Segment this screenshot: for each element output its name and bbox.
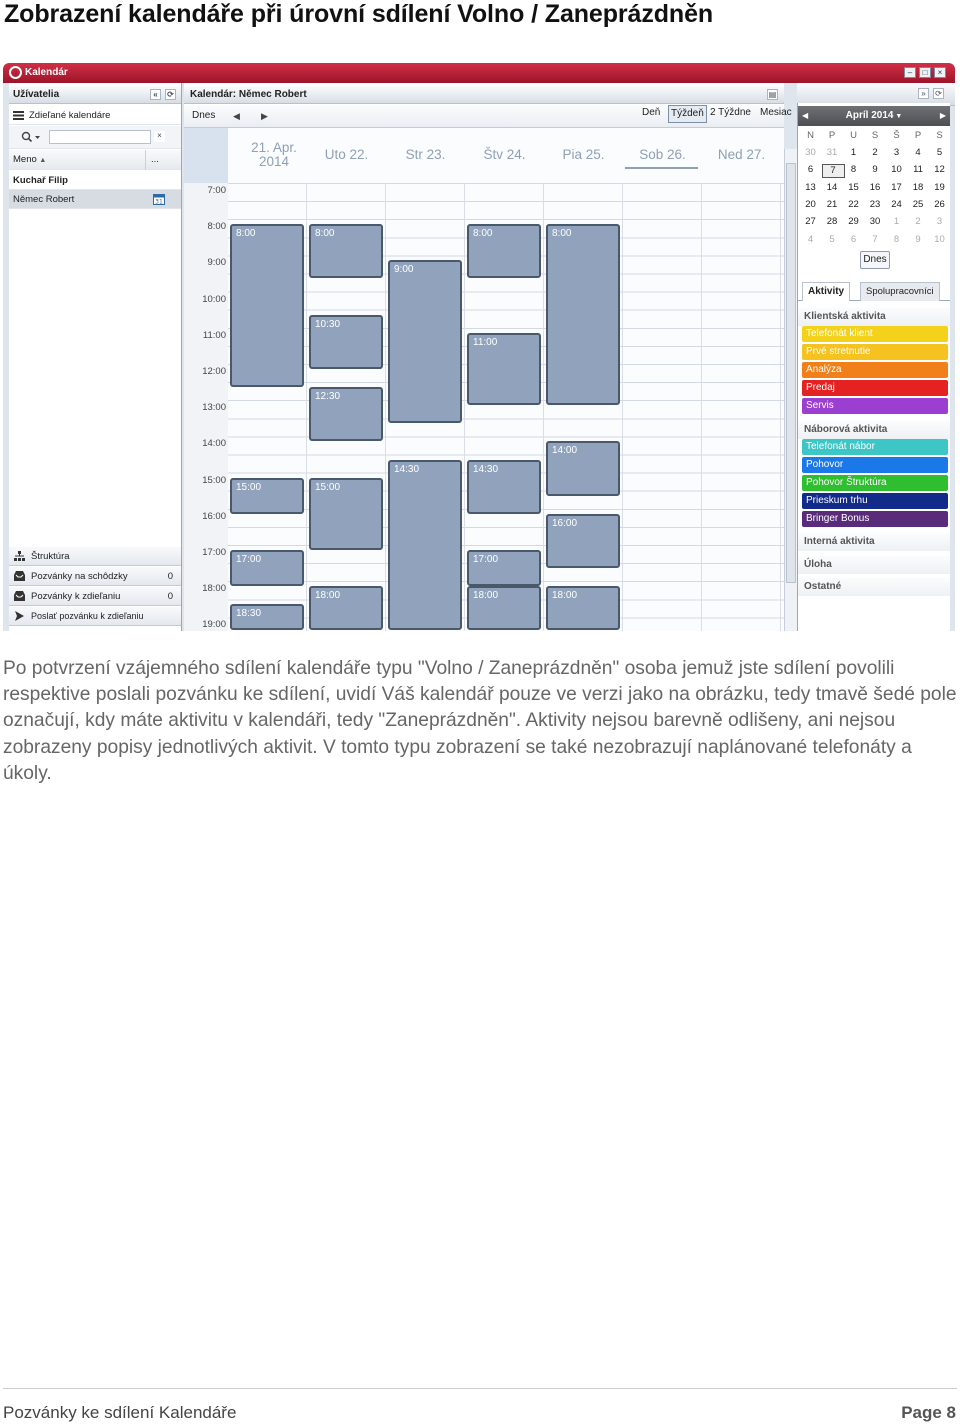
mini-calendar-day[interactable]: 5 xyxy=(829,233,835,245)
month-header: ◀ Apríl 2014 ▼ ▶ xyxy=(798,106,950,126)
mini-calendar-day[interactable]: 10 xyxy=(934,233,945,245)
weekday-label: N xyxy=(807,130,814,141)
mini-calendar-day[interactable]: 18 xyxy=(912,181,924,193)
mini-calendar-day[interactable]: 28 xyxy=(826,216,838,228)
structure-item[interactable] xyxy=(9,547,181,566)
window-titlebar xyxy=(3,63,955,83)
user-row[interactable] xyxy=(9,171,181,190)
structure-icon xyxy=(14,551,25,561)
day-header[interactable]: Str 23. xyxy=(405,147,446,162)
mini-today-button[interactable]: Dnes xyxy=(860,251,890,269)
hour-label: 8:00 xyxy=(207,221,226,233)
busy-block[interactable] xyxy=(467,224,541,278)
minimize-button[interactable]: – xyxy=(904,67,916,78)
name-column-label: Meno xyxy=(13,154,37,165)
send-icon xyxy=(14,611,25,621)
user-name: Němec Robert xyxy=(13,194,75,205)
collapse-left-icon[interactable]: « xyxy=(150,89,161,100)
selected-day-underline xyxy=(625,167,698,169)
mini-calendar-day[interactable]: 2 xyxy=(872,147,878,158)
busy-block[interactable] xyxy=(309,315,383,369)
busy-block-time: 8:00 xyxy=(552,228,572,240)
search-icon[interactable] xyxy=(21,131,41,143)
mini-calendar-day[interactable]: 1 xyxy=(893,216,900,228)
mini-calendar-day[interactable]: 31 xyxy=(826,147,838,158)
busy-block-time: 8:00 xyxy=(236,228,256,240)
mini-calendar-day[interactable]: 6 xyxy=(850,233,857,245)
busy-block-time: 18:00 xyxy=(473,590,499,602)
activity-type-item[interactable]: Predaj xyxy=(802,380,948,396)
maximize-button[interactable]: □ xyxy=(919,67,931,78)
mini-calendar-day[interactable]: 30 xyxy=(869,216,881,228)
svg-text:31: 31 xyxy=(155,198,163,205)
activity-group-header[interactable]: Ostatné xyxy=(798,578,950,596)
tab-activities[interactable]: Aktivity xyxy=(802,282,850,301)
busy-block[interactable] xyxy=(546,514,620,568)
hour-label: 7:00 xyxy=(207,185,226,196)
meeting-invites-count: 0 xyxy=(167,571,173,582)
mini-calendar-day[interactable]: 20 xyxy=(805,198,816,210)
hour-label: 14:00 xyxy=(202,438,226,450)
next-icon[interactable]: ▶ xyxy=(261,111,268,121)
activity-group-header[interactable]: Náborová aktivita xyxy=(798,421,950,439)
mini-calendar-day[interactable]: 3 xyxy=(893,147,900,158)
day-header[interactable]: Sob 26. xyxy=(639,147,686,162)
busy-block-time: 11:00 xyxy=(473,336,498,348)
search-row xyxy=(9,126,181,149)
shared-calendars-row[interactable] xyxy=(9,106,181,125)
mini-calendar-day[interactable]: 9 xyxy=(872,164,878,176)
activity-type-item[interactable]: Prvé stretnutie xyxy=(802,344,948,360)
busy-block[interactable] xyxy=(546,224,620,405)
mini-calendar-day[interactable]: 26 xyxy=(934,198,945,210)
scroll-thumb[interactable] xyxy=(786,163,796,583)
mini-calendar-day[interactable]: 23 xyxy=(869,198,881,210)
mini-calendar-day[interactable]: 7 xyxy=(822,164,845,178)
busy-block-time: 18:00 xyxy=(552,590,578,602)
mini-calendar-day[interactable]: 24 xyxy=(891,198,902,210)
busy-block[interactable] xyxy=(309,224,383,278)
users-panel xyxy=(9,83,182,631)
busy-block[interactable] xyxy=(546,586,620,629)
hour-gutter xyxy=(184,183,229,631)
calendar-title: Kalendár: Němec Robert xyxy=(190,89,307,100)
busy-block-time: 9:00 xyxy=(394,264,414,276)
share-invites-item[interactable] xyxy=(9,587,181,606)
busy-block-time: 17:00 xyxy=(473,554,499,565)
mini-calendar-day[interactable]: 15 xyxy=(848,181,859,193)
users-panel-title: Užívatelia xyxy=(13,89,60,100)
mini-calendar-day[interactable]: 21 xyxy=(826,198,838,210)
tab-collaborators[interactable]: Spolupracovníci xyxy=(860,282,940,301)
mini-calendar-day[interactable]: 8 xyxy=(850,164,857,176)
calendar-header xyxy=(184,86,784,104)
search-input[interactable] xyxy=(49,130,151,144)
activity-group-header[interactable]: Klientská aktivita xyxy=(798,308,950,326)
app-logo-icon xyxy=(9,66,22,79)
close-window-button[interactable]: × xyxy=(934,67,946,78)
meeting-invites-item[interactable] xyxy=(9,567,181,586)
view-week-button[interactable]: Týždeň xyxy=(668,105,707,123)
calendar-screenshot xyxy=(3,63,955,631)
share-invites-label: Pozvánky k zdieľaniu xyxy=(31,591,121,602)
clear-search-icon[interactable]: × xyxy=(154,131,165,142)
mini-calendar-day[interactable]: 2 xyxy=(915,216,921,228)
busy-block[interactable] xyxy=(467,460,541,514)
busy-block[interactable] xyxy=(309,586,383,629)
vertical-scrollbar[interactable] xyxy=(784,149,797,631)
user-name: Kuchař Filip xyxy=(13,175,68,186)
busy-block[interactable] xyxy=(309,387,383,441)
busy-block[interactable] xyxy=(230,478,304,514)
hour-label: 15:00 xyxy=(202,474,226,486)
inbox-icon xyxy=(14,591,25,601)
day-header[interactable]: Ned 27. xyxy=(717,147,766,162)
mini-calendar-day[interactable]: 4 xyxy=(915,147,921,158)
busy-block-time: 18:30 xyxy=(236,608,262,620)
today-button[interactable]: Dnes xyxy=(192,110,216,121)
share-invites-count: 0 xyxy=(167,591,173,602)
hour-label: 17:00 xyxy=(202,547,226,558)
hour-label: 13:00 xyxy=(202,402,226,414)
mini-calendar-day[interactable]: 7 xyxy=(872,233,878,245)
page-number: Page 8 xyxy=(901,1403,956,1422)
busy-block-time: 12:30 xyxy=(315,391,341,403)
meeting-invites-label: Pozvánky na schôdzky xyxy=(31,571,128,582)
mini-calendar-day[interactable]: 10 xyxy=(891,164,902,176)
busy-block-time: 16:00 xyxy=(552,517,578,529)
activity-group-header[interactable]: Úloha xyxy=(798,556,950,574)
shared-calendars-label: Zdieľané kalendáre xyxy=(29,110,111,121)
hour-label: 10:00 xyxy=(202,293,226,305)
view-2weeks-button[interactable]: 2 Týždne xyxy=(710,107,751,118)
weekday-label: S xyxy=(936,130,943,141)
busy-block-time: 10:30 xyxy=(315,318,341,330)
calendar-toolbar xyxy=(184,105,792,128)
busy-block-time: 15:00 xyxy=(236,481,262,493)
side-panel xyxy=(797,103,950,631)
window-title: Kalendár xyxy=(25,67,68,78)
hour-label: 12:00 xyxy=(202,366,226,377)
mini-calendar-day[interactable]: 22 xyxy=(848,198,859,210)
activity-type-item[interactable]: Prieskum trhu xyxy=(802,493,948,509)
hour-label: 16:00 xyxy=(202,510,226,522)
view-day-button[interactable]: Deň xyxy=(642,107,661,118)
busy-block-time: 15:00 xyxy=(315,481,341,493)
send-invite-item[interactable] xyxy=(9,607,181,626)
day-header[interactable]: 21. Apr. 2014 xyxy=(251,140,297,169)
day-header[interactable]: Štv 24. xyxy=(483,147,526,162)
mini-calendar-day[interactable]: 29 xyxy=(848,216,859,228)
refresh-icon[interactable]: ⟳ xyxy=(165,89,176,100)
structure-label: Štruktúra xyxy=(31,551,70,562)
activity-type-item[interactable]: Pohovor xyxy=(802,457,948,473)
weekday-label: P xyxy=(914,130,922,141)
calendar-icon[interactable] xyxy=(153,193,165,205)
send-invite-label: Poslať pozvánku k zdieľaniu xyxy=(31,611,144,621)
busy-block[interactable] xyxy=(546,441,620,495)
busy-block[interactable] xyxy=(467,586,541,629)
refresh-right-icon[interactable]: ⟳ xyxy=(933,88,944,99)
busy-block-time: 8:00 xyxy=(315,228,335,240)
mini-calendar-day[interactable]: 8 xyxy=(893,233,900,245)
weekday-label: P xyxy=(828,130,836,141)
activity-type-item[interactable]: Bringer Bonus xyxy=(802,511,948,527)
sort-asc-icon: ▲ xyxy=(39,157,47,164)
collapse-right-icon[interactable]: » xyxy=(918,88,929,99)
busy-block[interactable] xyxy=(467,550,541,586)
weekday-label: S xyxy=(871,130,879,141)
activity-type-item[interactable]: Analýza xyxy=(802,362,948,378)
busy-block-time: 8:00 xyxy=(473,228,493,240)
prev-month-icon[interactable]: ◀ xyxy=(802,111,809,120)
weekday-label: U xyxy=(850,130,857,141)
busy-block-time: 17:00 xyxy=(236,554,262,565)
month-label[interactable]: Apríl 2014 xyxy=(845,110,894,121)
busy-block[interactable] xyxy=(230,224,304,387)
next-month-icon[interactable]: ▶ xyxy=(939,111,946,120)
mini-calendar-day[interactable]: 4 xyxy=(807,233,814,245)
busy-block-time: 14:30 xyxy=(394,463,420,475)
mini-calendar-day[interactable]: 12 xyxy=(934,164,945,176)
view-month-button[interactable]: Mesiac xyxy=(760,107,792,118)
mini-calendar-day[interactable]: 3 xyxy=(936,216,943,228)
users-panel-header xyxy=(9,86,181,104)
day-header[interactable]: Pia 25. xyxy=(562,147,605,162)
busy-block[interactable] xyxy=(230,604,304,629)
mini-calendar-day[interactable]: 19 xyxy=(934,181,945,193)
mini-calendar-day[interactable]: 27 xyxy=(805,216,816,228)
document-title: Zobrazení kalendáře při úrovní sdílení Volno / Zaneprázdněn xyxy=(4,0,714,28)
busy-block[interactable] xyxy=(230,550,304,586)
day-header[interactable]: Uto 22. xyxy=(324,147,369,162)
activity-type-item[interactable]: Telefonát klient xyxy=(802,326,948,342)
mini-calendar-day[interactable]: 9 xyxy=(915,233,921,245)
weekday-label: Š xyxy=(893,130,900,141)
mini-calendar-day[interactable]: 11 xyxy=(913,164,923,176)
mini-calendar-day[interactable]: 1 xyxy=(850,147,857,158)
list-icon xyxy=(13,111,24,120)
busy-block[interactable] xyxy=(309,478,383,550)
hour-label: 18:00 xyxy=(202,583,226,595)
mini-calendar-day[interactable]: 17 xyxy=(891,181,902,193)
hour-label: 9:00 xyxy=(207,257,226,269)
mini-calendar-day[interactable]: 6 xyxy=(807,164,814,176)
hour-label: 19:00 xyxy=(202,619,226,631)
hour-label: 11:00 xyxy=(202,329,226,341)
week-grid[interactable] xyxy=(228,183,784,631)
prev-icon[interactable]: ◀ xyxy=(233,111,240,121)
inbox-icon xyxy=(14,571,25,581)
mini-calendar-day[interactable]: 5 xyxy=(936,147,943,158)
print-icon[interactable]: ▤ xyxy=(768,90,777,99)
busy-block-time: 14:00 xyxy=(552,445,578,457)
activity-type-item[interactable]: Telefonát nábor xyxy=(802,439,948,455)
name-column-header[interactable] xyxy=(9,150,181,170)
busy-block[interactable] xyxy=(388,260,462,423)
busy-block[interactable] xyxy=(388,460,462,630)
activity-group-header[interactable]: Interná aktivita xyxy=(798,533,950,551)
column-menu-icon[interactable]: ... xyxy=(151,154,159,165)
mini-calendar-day[interactable]: 13 xyxy=(805,181,816,193)
busy-block-time: 14:30 xyxy=(473,463,499,475)
busy-block-time: 18:00 xyxy=(315,590,341,602)
side-tabs xyxy=(798,278,950,301)
activity-type-item[interactable]: Servis xyxy=(802,398,948,414)
description-paragraph: Po potvrzení vzájemného sdílení kalendáře typu "Volno / Zaneprázdněn" osoba jemuž jste sdílení povolili respektive poslali pozvánku ke sdílení, uvidí Váš kalendář pouze ve verzi jako na obrázku, tedy tmavě šedé pole označují, kdy máte aktivitu v kalendáři, tedy "Zaneprázdněn". Aktivity nejsou barevně odlišeny, ani nejsou zobrazeny popisy jednotlivých aktivit. V tomto typu zobrazení se také nezobrazují naplánované telefonáty a úkoly. xyxy=(3,658,957,784)
calendar-main xyxy=(184,83,792,631)
mini-calendar-day[interactable]: 14 xyxy=(826,181,838,193)
mini-calendar-day[interactable]: 16 xyxy=(869,181,881,193)
activity-type-item[interactable]: Pohovor Štruktúra xyxy=(802,475,948,491)
footer-title: Pozvánky ke sdílení Kalendáře xyxy=(3,1403,237,1422)
mini-calendar-day[interactable]: 30 xyxy=(805,147,816,158)
user-row-selected[interactable] xyxy=(9,190,181,209)
mini-calendar-day[interactable]: 25 xyxy=(912,198,924,210)
busy-block[interactable] xyxy=(467,333,541,405)
footer-divider xyxy=(3,1388,957,1389)
